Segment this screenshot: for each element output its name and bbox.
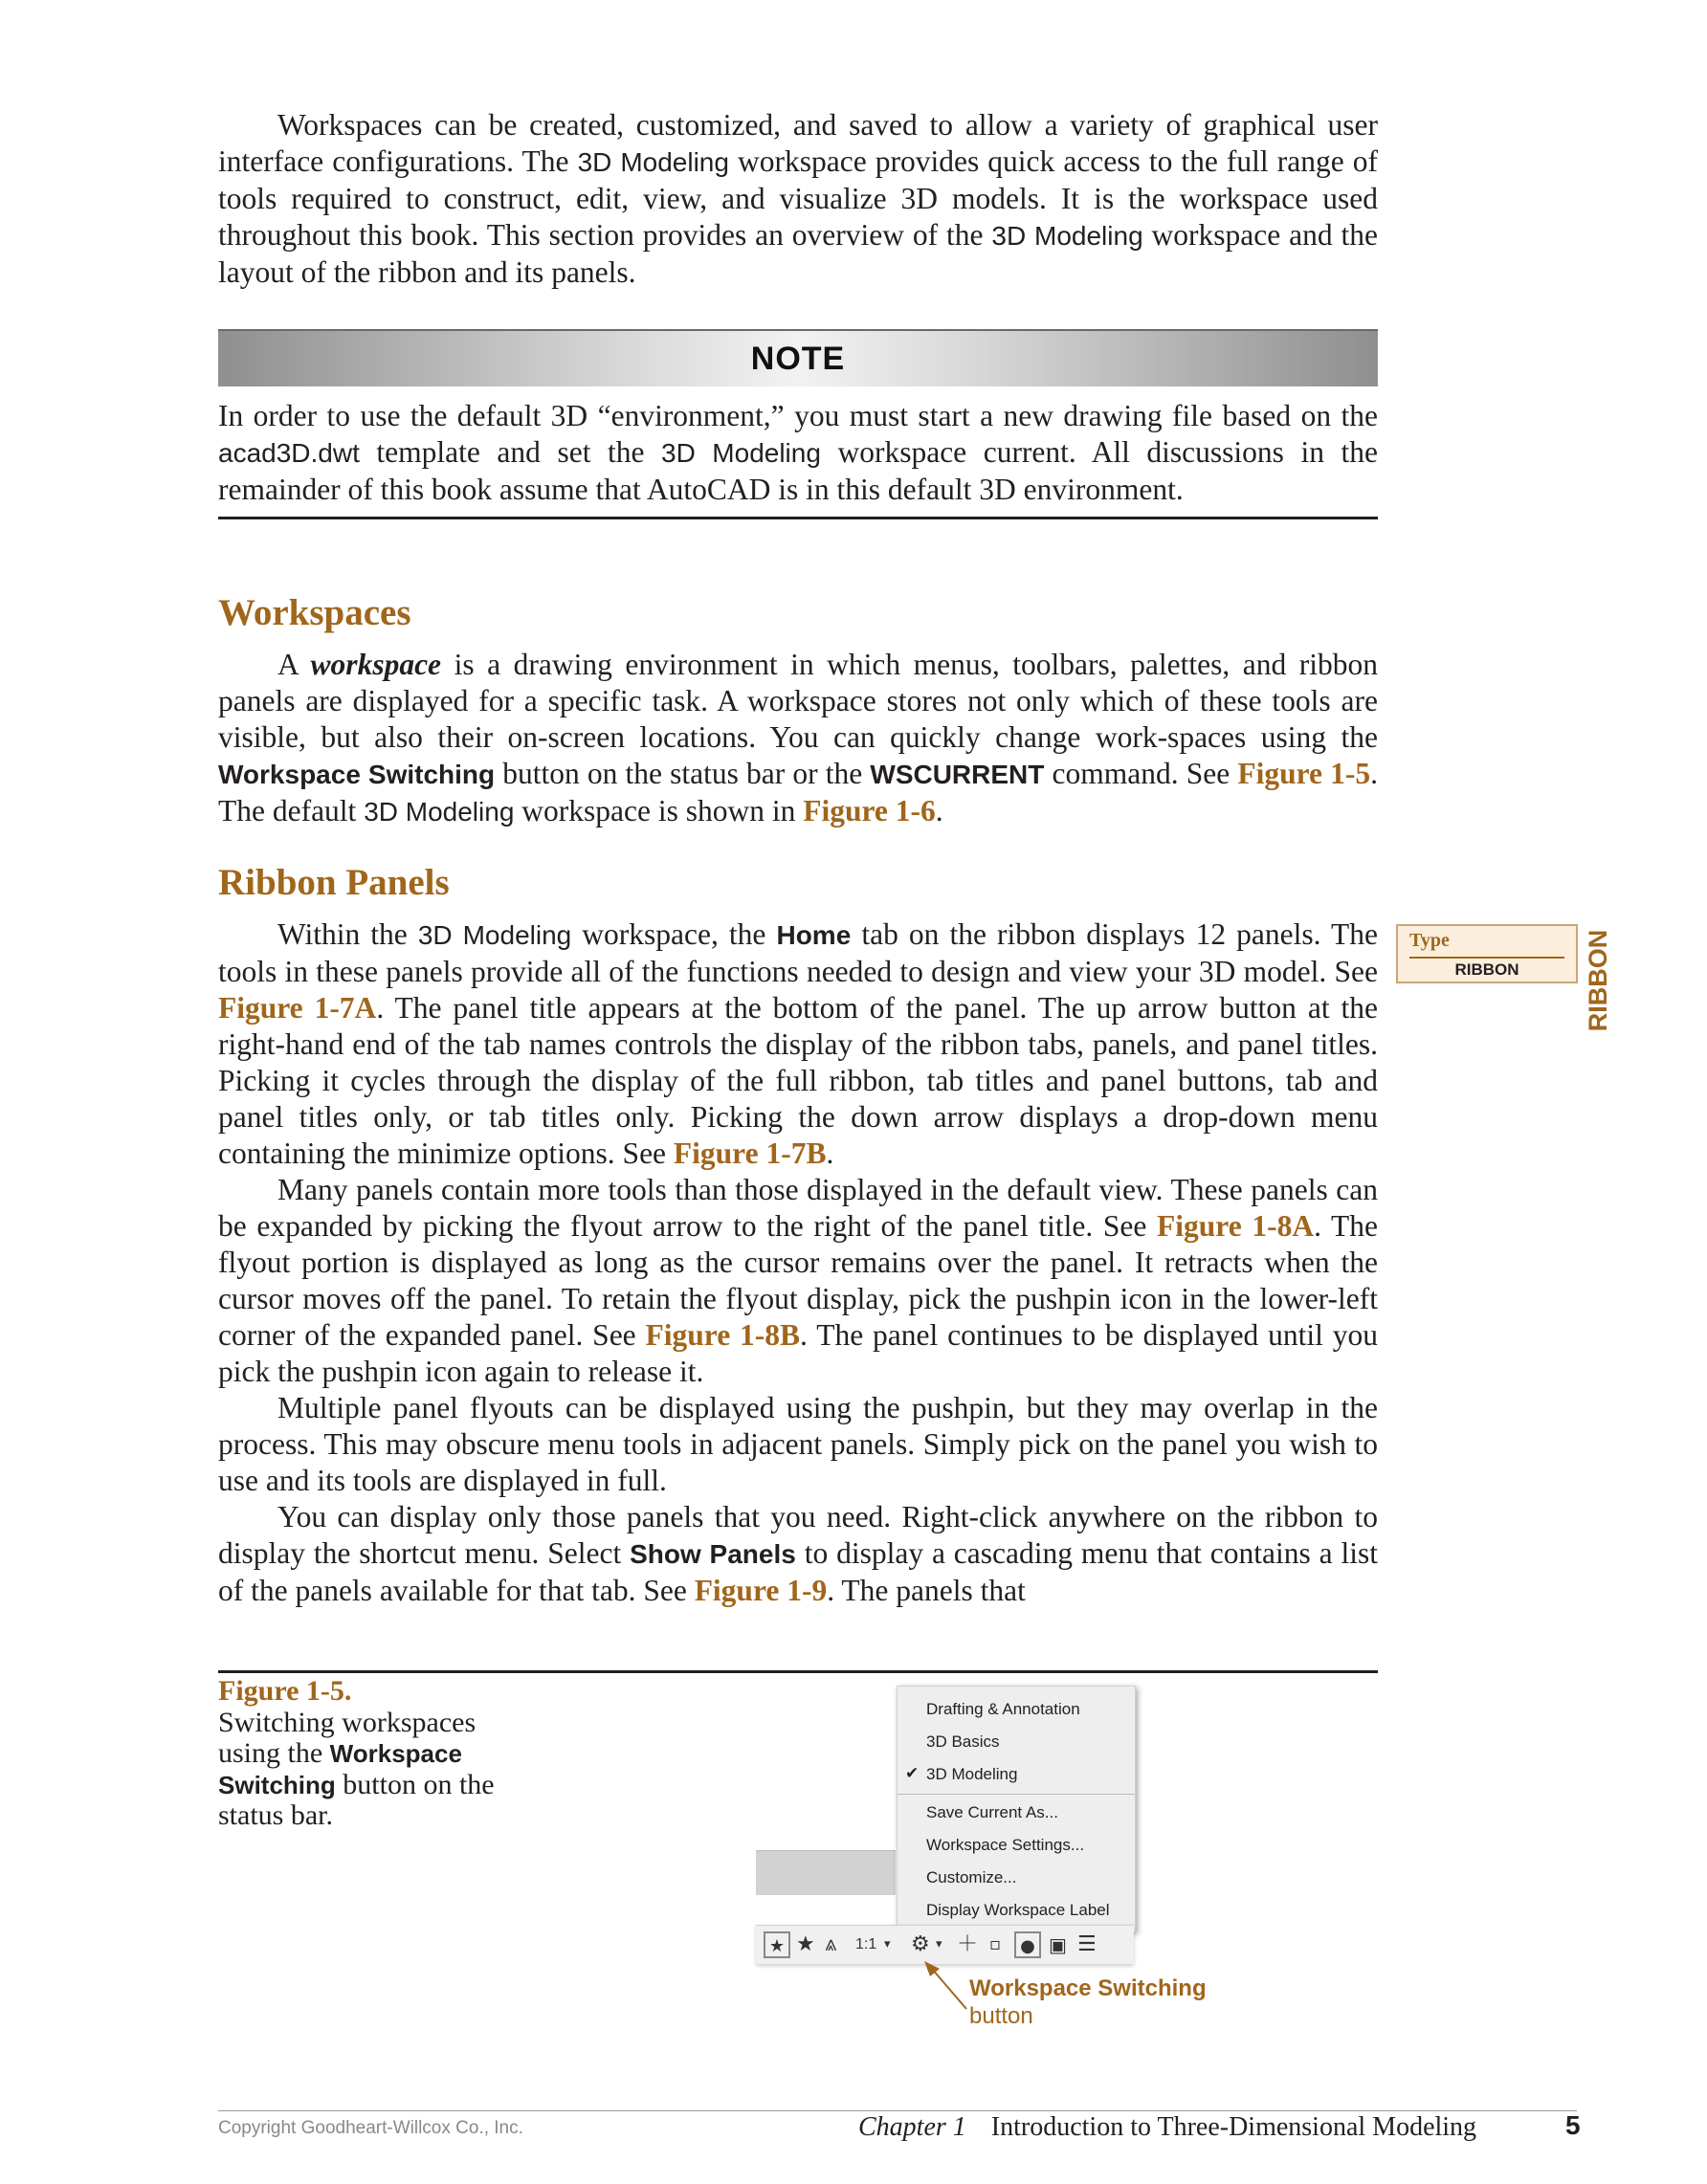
ribbon-section	[218, 916, 1378, 1609]
callout-label	[969, 1974, 1207, 2030]
scale-readout[interactable]: 1:1	[855, 1936, 877, 1952]
ribbon-paragraph-3: Multiple panel flyouts can be displayed using the pushpin, but they may overlap in the process. This may obscure menu tools in adjacent panels. Simply pick on the panel you wish to use and its tools are displayed in full.	[218, 1391, 1378, 1497]
figure-top-rule	[218, 1670, 1378, 1673]
vertical-ribbon-label	[1581, 926, 1619, 1035]
annotation-visibility-icon[interactable]: ★	[764, 1931, 790, 1958]
customization-icon[interactable]: ☰	[1077, 1932, 1097, 1956]
footer-rule	[218, 2110, 1577, 2111]
auto-scale-icon[interactable]: ★	[796, 1932, 815, 1956]
figure-caption	[218, 1676, 496, 1832]
chapter-line: Chapter 1 Introduction to Three-Dimensional Modeling	[858, 2112, 1477, 2142]
ribbon-paragraph-2: Many panels contain more tools than those displayed in the default view. These panels can be expanded by picking the flyout arrow to the right of the panel title. See Figure 1-8A. The flyout portion is displayed as long as the cursor remains over the panel. It retracts when the cursor moves off the panel. To retain the flyout display, pick the pushpin icon in the lower-left corner of the expanded panel. See Figure 1-8B. The panel continues to be displayed until you pick the pushpin icon again to release it.	[218, 1173, 1379, 1388]
menu-item-workspace-settings[interactable]: Workspace Settings...	[926, 1836, 1085, 1854]
workspace-dropdown-icon[interactable]: ▾	[936, 1937, 942, 1952]
workspaces-section	[218, 647, 1378, 830]
note-body	[218, 398, 1378, 508]
menu-separator	[898, 1794, 1135, 1795]
link-figure-1-7a[interactable]: Figure 1-7A	[218, 991, 377, 1025]
menu-item-3d-modeling[interactable]: 3D Modeling	[926, 1765, 1018, 1783]
dialog-background-strip	[756, 1850, 896, 1895]
workspace-menu	[897, 1686, 1136, 1932]
type-underline	[1409, 957, 1564, 959]
figure-caption-text: Switching workspaces using the Workspace Switching button on the status bar.	[218, 1706, 495, 1831]
plus-icon[interactable]: ＋	[957, 1932, 979, 1956]
ribbon-paragraph-1: Within the 3D Modeling workspace, the Home tab on the ribbon displays 12 panels. The tools in these panels provide all of the functions needed to design and view your 3D model. See Figure 1-7A. The panel title appears at the bottom of the panel. The up arrow button at the right-hand end of the tab names controls the display of the ribbon tabs, panels, and panel titles. Picking it cycles through the display of the full ribbon, tab titles and panel buttons, tab and panel titles only, or tab titles only. Picking the down arrow displays a drop-down menu containing the minimize options. See Figure 1-7B.	[218, 917, 1378, 1170]
clean-screen-icon[interactable]: ▣	[1049, 1933, 1067, 1956]
gear-icon[interactable]: ⚙	[911, 1932, 930, 1956]
workspaces-paragraph: A workspace is a drawing environment in which menus, toolbars, palettes, and ribbon panels are displayed for a specific task. A workspace stores not only which of these tools are visible, but also their on-screen locations. You can quickly change work-spaces using the Workspace Switching button on the status bar or the WSCURRENT command. See Figure 1-5. The default 3D Modeling workspace is shown in Figure 1-6.	[218, 648, 1379, 827]
type-value: RIBBON	[1454, 960, 1519, 979]
link-figure-1-6[interactable]: Figure 1-6	[803, 794, 936, 827]
status-bar	[756, 1925, 1134, 1964]
menu-item-drafting-annotation[interactable]: Drafting & Annotation	[926, 1700, 1080, 1718]
annotation-scale-icon[interactable]: ⩓	[825, 1932, 837, 1956]
menu-item-3d-basics[interactable]: 3D Basics	[926, 1732, 1000, 1751]
link-figure-1-7b[interactable]: Figure 1-7B	[673, 1136, 827, 1170]
intro-section	[218, 107, 1378, 291]
heading-workspaces: Workspaces	[218, 592, 411, 633]
page-number: 5	[1565, 2110, 1581, 2140]
type-command-box	[1396, 924, 1578, 983]
isolate-objects-icon[interactable]: ▫	[989, 1934, 1002, 1954]
link-figure-1-8a[interactable]: Figure 1-8A	[1157, 1209, 1315, 1243]
checkmark-icon: ✔	[905, 1764, 920, 1783]
note-text: In order to use the default 3D “environment,” you must start a new drawing file based on the acad3D.dwt template and set the 3D Modeling workspace current. All discussions in the remainder of this book assume that AutoCAD is in this default 3D environment.	[218, 399, 1379, 506]
type-label: Type	[1409, 930, 1450, 951]
ribbon-paragraph-4: You can display only those panels that you need. Right-click anywhere on the ribbon to display the shortcut menu. Select Show Panels to display a cascading menu that contains a list of the panels available for that tab. See Figure 1-9. The panels that	[218, 1500, 1378, 1607]
figure-label: Figure 1-5.	[218, 1675, 352, 1707]
heading-ribbon-panels: Ribbon Panels	[218, 862, 450, 903]
menu-item-customize[interactable]: Customize...	[926, 1868, 1017, 1886]
link-figure-1-8b[interactable]: Figure 1-8B	[645, 1318, 801, 1352]
intro-paragraph: Workspaces can be created, customized, and saved to allow a variety of graphical user interface configurations. The 3D Modeling workspace provides quick access to the full range of tools required to construct, edit, view, and visualize 3D models. It is the workspace used throughout this book. This section provides an overview of the 3D Modeling workspace and the layout of the ribbon and its panels.	[218, 108, 1379, 289]
link-figure-1-5[interactable]: Figure 1-5	[1237, 757, 1371, 790]
menu-item-save-current-as[interactable]: Save Current As...	[926, 1803, 1058, 1821]
note-header: NOTE	[218, 329, 1378, 386]
copyright: Copyright Goodheart-Willcox Co., Inc.	[218, 2118, 523, 2138]
menu-item-display-workspace-label[interactable]: Display Workspace Label	[926, 1901, 1110, 1919]
scale-dropdown-icon[interactable]: ▾	[884, 1937, 891, 1952]
vertical-ribbon-text: RIBBON	[1584, 929, 1613, 1032]
link-figure-1-9[interactable]: Figure 1-9	[694, 1574, 828, 1607]
note-bottom-rule	[218, 517, 1378, 519]
callout-rest: button	[969, 2003, 1033, 2029]
hardware-acceleration-icon[interactable]: ●	[1014, 1931, 1041, 1958]
callout-title: Workspace Switching	[969, 1975, 1207, 2001]
